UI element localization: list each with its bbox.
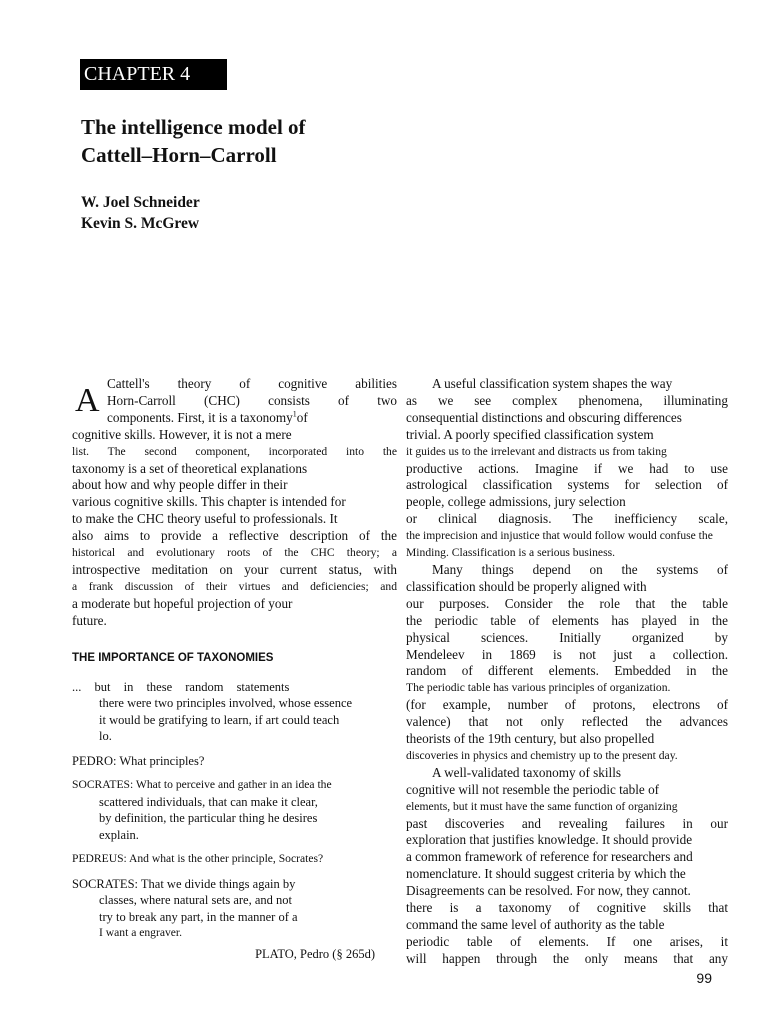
text-line: Disagreements can be resolved. For now, they cannot. [406, 883, 691, 899]
text-line: cognitive skills. However, it is not a mere [72, 426, 292, 442]
text-line: classification should be properly aligned with [406, 578, 647, 594]
text-fragment: components. First, it is a taxonomy [107, 409, 293, 425]
quote-line: try to break any part, in the manner of a [99, 909, 298, 924]
text-line: astrological classification systems for selection of [406, 477, 728, 493]
quote-line: SOCRATES: What to perceive and gather in an idea the [72, 778, 332, 791]
text-line: command the same level of authority as the table [406, 917, 665, 932]
text-line: list. The second component, incorporated into the [72, 444, 397, 458]
page-number: 99 [696, 970, 712, 986]
text-line: will happen through the only means that any [406, 950, 728, 966]
text-line: also aims to provide a reflective description of the [72, 528, 397, 544]
text-line [72, 410, 397, 427]
text-line: people, college admissions, jury selection [406, 494, 626, 510]
text-line: it guides us to the irrelevant and distracts us from taking [406, 444, 667, 458]
text-line: our purposes. Consider the role that the table [406, 595, 728, 611]
text-line: the imprecision and injustice that would follow would confuse the [406, 529, 713, 543]
chapter-label: CHAPTER 4 [80, 59, 227, 90]
text-line: introspective meditation on your current status, with [72, 561, 397, 577]
text-line: A useful classification system shapes the way [432, 376, 673, 391]
drop-cap: A [75, 382, 100, 419]
text-line: valence) that not only reflected the advances [406, 714, 728, 730]
quote-line: scattered individuals, that can make it clear, [99, 794, 318, 809]
paragraph [406, 765, 728, 968]
paragraph [406, 562, 728, 765]
epigraph [72, 679, 397, 963]
text-line: about how and why people differ in their [72, 477, 288, 493]
text-line: elements, but it must have the same function of organizing [406, 799, 678, 813]
text-line: discoveries in physics and chemistry up to the present day. [406, 748, 678, 762]
text-line: Many things depend on the systems of [432, 561, 728, 577]
quote-line [72, 679, 397, 696]
text-line: there is a taxonomy of cognitive skills that [406, 900, 728, 916]
text-line: Horn-Carroll (CHC) consists of two [107, 392, 397, 408]
quote-line: SOCRATES: That we divide things again by [72, 876, 296, 891]
quote-line: it would be gratifying to learn, if art could teach [99, 712, 340, 727]
text-line: The periodic table has various principles of organization. [406, 681, 671, 695]
quote-citation: PLATO, Pedro (§ 265d) [255, 946, 375, 961]
text-line: periodic table of elements. If one arises, it [406, 933, 728, 949]
chapter-title [81, 113, 501, 169]
author-name: Kevin S. McGrew [81, 215, 200, 232]
text-line: exploration that justifies knowledge. It should provide [406, 832, 693, 848]
text-line: Minding. Classification is a serious business. [406, 546, 615, 560]
title-line: Cattell–Horn–Carroll [81, 143, 277, 167]
text-line: Mendeleev in 1869 is not just a collection. [406, 646, 728, 662]
text-line: the periodic table of elements has played in the [406, 612, 728, 628]
text-line: taxonomy is a set of theoretical explanations [72, 460, 308, 476]
text-line: nomenclature. It should suggest criteria by which the [406, 866, 686, 882]
section-heading: THE IMPORTANCE OF TAXONOMIES [72, 651, 274, 664]
text-line: a common framework of reference for researchers and [406, 849, 693, 865]
quote-line: PEDREUS: And what is the other principle, Socrates? [72, 852, 324, 865]
text-fragment: of [296, 409, 308, 425]
text-line: various cognitive skills. This chapter is intended for [72, 494, 346, 510]
text-line: or clinical diagnosis. The inefficiency scale, [406, 511, 728, 527]
text-line: physical sciences. Initially organized by [406, 629, 728, 645]
text-line: past discoveries and revealing failures in our [406, 815, 728, 831]
text-fragment: ... but in these random statements [72, 679, 290, 694]
text-line: A well-validated taxonomy of skills [432, 764, 621, 780]
quote-line: lo. [99, 729, 112, 743]
text-line: trivial. A poorly specified classification system [406, 426, 654, 442]
text-line: consequential distinctions and obscuring differences [406, 409, 682, 425]
left-column [72, 376, 397, 962]
text-line: theorists of the 19th century, but also propelled [406, 731, 655, 747]
right-column [406, 376, 728, 968]
quote-line: by definition, the particular thing he desires [99, 811, 318, 825]
author-list [81, 192, 200, 234]
text-line: a frank discussion of their virtues and deficiencies; and [72, 579, 397, 593]
text-line: Cattell's theory of cognitive abilities [107, 376, 397, 391]
text-line: (for example, number of protons, electrons of [406, 697, 728, 713]
opening-paragraph [72, 376, 397, 630]
title-line: The intelligence model of [81, 115, 306, 139]
author-name: W. Joel Schneider [81, 194, 200, 211]
quote-line: I want a engraver. [99, 926, 183, 939]
text-line: as we see complex phenomena, illuminating [406, 392, 728, 408]
quote-line: PEDRO: What principles? [72, 753, 205, 768]
text-line: historical and evolutionary roots of the CHC theory; a [72, 546, 397, 560]
quote-line: explain. [99, 827, 139, 842]
footnote-marker: 1 [292, 409, 297, 419]
text-line: cognitive will not resemble the periodic table of [406, 781, 660, 797]
text-line: productive actions. Imagine if we had to use [406, 460, 728, 476]
text-line: a moderate but hopeful projection of your [72, 595, 293, 611]
text-line: to make the CHC theory useful to professionals. It [72, 511, 338, 527]
text-line: future. [72, 612, 107, 628]
text-line: random of different elements. Embedded in the [406, 663, 728, 679]
paragraph [406, 376, 728, 562]
quote-line: there were two principles involved, whose essence [99, 696, 353, 710]
quote-line: classes, where natural sets are, and not [99, 893, 292, 907]
